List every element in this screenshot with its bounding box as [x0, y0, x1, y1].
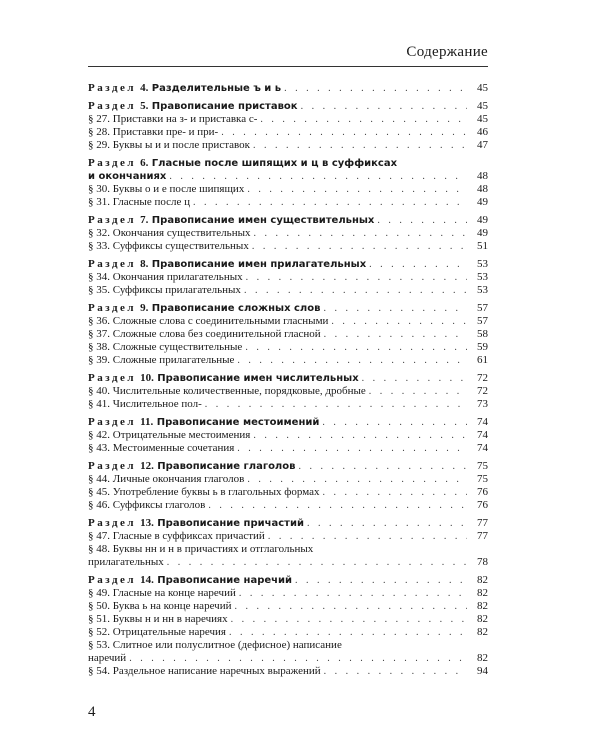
leader-dots — [205, 398, 467, 411]
section-number: 8. — [140, 258, 149, 270]
section-number: 4. — [140, 82, 149, 94]
page-ref: 72 — [477, 372, 488, 384]
section-title-text: Правописание глаголов — [157, 461, 296, 472]
leader-dots — [322, 416, 467, 429]
leader-dots — [284, 82, 467, 95]
toc-entry[interactable] — [88, 587, 488, 600]
section-number: 11. — [140, 416, 154, 428]
page-ref: 75 — [477, 460, 488, 472]
page-ref: 45 — [477, 82, 488, 94]
toc-entry[interactable] — [88, 543, 488, 556]
toc-entry[interactable] — [88, 626, 488, 639]
leader-dots — [307, 517, 467, 530]
toc-entry[interactable] — [88, 600, 488, 613]
section-label: Раздел — [88, 460, 137, 472]
entry-title: § 47. Гласные в суффиксах причастий — [88, 530, 265, 542]
section-label: Раздел — [88, 574, 137, 586]
leader-dots — [245, 341, 467, 354]
section-title — [88, 157, 397, 170]
section-number: 7. — [140, 214, 149, 226]
toc-section — [88, 574, 488, 678]
entry-title: § 39. Сложные прилагательные — [88, 354, 235, 366]
leader-dots — [167, 556, 467, 569]
page-ref: 82 — [477, 600, 488, 612]
entry-title: § 37. Сложные слова без соединительной гласной — [88, 328, 321, 340]
section-heading[interactable] — [88, 574, 488, 587]
page-number: 4 — [88, 704, 96, 720]
toc-entry[interactable] — [88, 240, 488, 253]
section-title-text: Правописание имен числительных — [157, 373, 359, 384]
leader-dots — [169, 170, 467, 183]
entry-title: § 32. Окончания существительных — [88, 227, 251, 239]
page-ref: 73 — [477, 398, 488, 410]
leader-dots — [244, 284, 467, 297]
toc-entry[interactable] — [88, 639, 488, 652]
toc-entry-cont — [88, 556, 488, 569]
entry-title: § 42. Отрицательные местоимения — [88, 429, 251, 441]
toc-entry[interactable] — [88, 271, 488, 284]
toc-entry[interactable] — [88, 613, 488, 626]
section-title — [88, 214, 374, 227]
toc-section — [88, 302, 488, 367]
toc-entry[interactable] — [88, 341, 488, 354]
page-ref: 72 — [477, 385, 488, 397]
page-ref: 49 — [477, 196, 488, 208]
page-ref: 82 — [477, 652, 488, 664]
section-heading[interactable] — [88, 258, 488, 271]
section-label: Раздел — [88, 82, 137, 94]
toc-section — [88, 258, 488, 297]
section-heading[interactable] — [88, 416, 488, 429]
page-ref: 76 — [477, 499, 488, 511]
entry-title: § 34. Окончания прилагательных — [88, 271, 243, 283]
leader-dots — [301, 100, 467, 113]
toc-entry[interactable] — [88, 499, 488, 512]
section-title-text: Правописание приставок — [151, 101, 298, 112]
page-ref: 57 — [477, 315, 488, 327]
leader-dots — [237, 354, 467, 367]
section-heading-cont — [88, 170, 488, 183]
leader-dots — [324, 328, 467, 341]
section-label: Раздел — [88, 100, 137, 112]
section-title — [88, 372, 359, 385]
page-ref: 58 — [477, 328, 488, 340]
section-number: 9. — [140, 302, 149, 314]
page-ref: 53 — [477, 284, 488, 296]
section-title — [88, 82, 281, 95]
section-number: 5. — [140, 100, 149, 112]
section-label: Раздел — [88, 416, 137, 428]
leader-dots — [362, 372, 467, 385]
toc-entry[interactable] — [88, 385, 488, 398]
toc-section — [88, 460, 488, 512]
page-ref: 74 — [477, 429, 488, 441]
leader-dots — [260, 113, 467, 126]
section-title-text: Правописание сложных слов — [151, 303, 321, 314]
page-ref: 75 — [477, 473, 488, 485]
entry-title: § 30. Буквы о и е после шипящих — [88, 183, 245, 195]
leader-dots — [239, 587, 467, 600]
entry-title: § 31. Гласные после ц — [88, 196, 190, 208]
page-ref: 82 — [477, 574, 488, 586]
toc-entry[interactable] — [88, 196, 488, 209]
section-title — [88, 302, 320, 315]
section-label: Раздел — [88, 372, 137, 384]
entry-title: § 35. Суффиксы прилагательных — [88, 284, 241, 296]
entry-title: § 41. Числительное пол- — [88, 398, 202, 410]
section-heading[interactable] — [88, 157, 488, 170]
leader-dots — [268, 530, 467, 543]
entry-title: § 38. Сложные существительные — [88, 341, 243, 353]
toc-entry[interactable] — [88, 315, 488, 328]
leader-dots — [193, 196, 467, 209]
page-ref: 77 — [477, 530, 488, 542]
leader-dots — [221, 126, 467, 139]
page-ref: 78 — [477, 556, 488, 568]
toc-entry[interactable] — [88, 139, 488, 152]
toc-entry[interactable] — [88, 354, 488, 367]
leader-dots — [234, 600, 467, 613]
entry-title: § 45. Употребление буквы ь в глагольных формах — [88, 486, 320, 498]
page-ref: 59 — [477, 341, 488, 353]
page-ref: 61 — [477, 354, 488, 366]
section-number: 12. — [140, 460, 154, 472]
page-ref: 94 — [477, 665, 488, 677]
toc-section — [88, 157, 488, 209]
toc-entry[interactable] — [88, 473, 488, 486]
entry-title: § 54. Раздельное написание наречных выражений — [88, 665, 321, 677]
page-ref: 74 — [477, 442, 488, 454]
leader-dots — [322, 486, 467, 499]
page-ref: 76 — [477, 486, 488, 498]
entry-title: § 51. Буквы н и нн в наречиях — [88, 613, 228, 625]
section-heading[interactable] — [88, 517, 488, 530]
toc-section — [88, 517, 488, 569]
leader-dots — [252, 240, 467, 253]
section-heading[interactable] — [88, 214, 488, 227]
leader-dots — [298, 460, 467, 473]
entry-title: § 53. Слитное или полуслитное (дефисное) написание — [88, 639, 342, 651]
page-ref: 49 — [477, 227, 488, 239]
page-ref: 82 — [477, 626, 488, 638]
page-ref: 48 — [477, 170, 488, 182]
leader-dots — [369, 258, 467, 271]
leader-dots — [246, 271, 467, 284]
leader-dots — [253, 429, 467, 442]
page-ref: 77 — [477, 517, 488, 529]
entry-title: § 33. Суффиксы существительных — [88, 240, 249, 252]
page-ref: 45 — [477, 113, 488, 125]
section-number: 10. — [140, 372, 154, 384]
table-of-contents — [88, 82, 488, 683]
leader-dots — [331, 315, 467, 328]
section-title — [88, 258, 366, 271]
leader-dots — [208, 499, 467, 512]
section-title — [88, 416, 319, 429]
leader-dots — [237, 442, 467, 455]
leader-dots — [253, 139, 467, 152]
toc-entry[interactable] — [88, 665, 488, 678]
toc-entry[interactable] — [88, 486, 488, 499]
toc-entry-cont — [88, 652, 488, 665]
toc-entry[interactable] — [88, 227, 488, 240]
toc-section — [88, 82, 488, 95]
section-heading[interactable] — [88, 82, 488, 95]
entry-title: § 44. Личные окончания глаголов — [88, 473, 245, 485]
leader-dots — [323, 302, 467, 315]
section-title-text: Гласные после шипящих и ц в суффиксах — [151, 158, 398, 169]
page-ref: 51 — [477, 240, 488, 252]
section-title — [88, 100, 298, 113]
leader-dots — [324, 665, 467, 678]
leader-dots — [295, 574, 467, 587]
section-title — [88, 574, 292, 587]
entry-title-line2: наречий — [88, 652, 127, 664]
toc-entry[interactable] — [88, 442, 488, 455]
section-number: 14. — [140, 574, 154, 586]
section-heading[interactable] — [88, 460, 488, 473]
section-number: 13. — [140, 517, 154, 529]
entry-title: § 27. Приставки на з- и приставка с- — [88, 113, 258, 125]
section-title-text: Правописание имен прилагательных — [151, 259, 367, 270]
page-ref: 53 — [477, 258, 488, 270]
toc-entry[interactable] — [88, 429, 488, 442]
leader-dots — [231, 613, 467, 626]
entry-title: § 43. Местоименные сочетания — [88, 442, 235, 454]
toc-section — [88, 372, 488, 411]
section-label: Раздел — [88, 517, 137, 529]
toc-entry[interactable] — [88, 284, 488, 297]
page-ref: 74 — [477, 416, 488, 428]
section-title-text: Правописание местоимений — [156, 417, 320, 428]
leader-dots — [247, 183, 467, 196]
entry-title: § 52. Отрицательные наречия — [88, 626, 226, 638]
page-ref: 46 — [477, 126, 488, 138]
toc-entry[interactable] — [88, 328, 488, 341]
toc-section — [88, 214, 488, 253]
leader-dots — [247, 473, 467, 486]
section-heading[interactable] — [88, 100, 488, 113]
page-ref: 48 — [477, 183, 488, 195]
section-title-line2: и окончаниях — [88, 171, 167, 182]
section-label: Раздел — [88, 157, 137, 169]
section-label: Раздел — [88, 302, 137, 314]
toc-entry[interactable] — [88, 126, 488, 139]
toc-section — [88, 416, 488, 455]
section-title — [88, 460, 295, 473]
entry-title: § 28. Приставки пре- и при- — [88, 126, 219, 138]
section-number: 6. — [140, 157, 149, 169]
toc-entry[interactable] — [88, 530, 488, 543]
entry-title: § 36. Сложные слова с соединительными гласными — [88, 315, 329, 327]
leader-dots — [369, 385, 467, 398]
page-ref: 47 — [477, 139, 488, 151]
leader-dots — [229, 626, 467, 639]
page-ref: 45 — [477, 100, 488, 112]
page-ref: 49 — [477, 214, 488, 226]
section-title-text: Правописание причастий — [157, 518, 304, 529]
entry-title: § 50. Буква ь на конце наречий — [88, 600, 232, 612]
leader-dots — [253, 227, 467, 240]
section-label: Раздел — [88, 214, 137, 226]
section-title-text: Правописание наречий — [157, 575, 293, 586]
toc-entry[interactable] — [88, 398, 488, 411]
section-label: Раздел — [88, 258, 137, 270]
header-rule — [88, 66, 488, 67]
leader-dots — [377, 214, 467, 227]
entry-title: § 46. Суффиксы глаголов — [88, 499, 206, 511]
section-title-text: Правописание имен существительных — [151, 215, 375, 226]
section-title — [88, 517, 304, 530]
section-heading[interactable] — [88, 372, 488, 385]
page-ref: 82 — [477, 613, 488, 625]
toc-section — [88, 100, 488, 152]
leader-dots — [129, 652, 467, 665]
running-header: Содержание — [406, 44, 488, 60]
section-heading[interactable] — [88, 302, 488, 315]
section-title-text: Разделительные ъ и ь — [151, 83, 282, 94]
entry-title: § 40. Числительные количественные, порядковые, дробные — [88, 385, 366, 397]
toc-entry[interactable] — [88, 183, 488, 196]
page-ref: 57 — [477, 302, 488, 314]
entry-title: § 49. Гласные на конце наречий — [88, 587, 236, 599]
page-ref: 82 — [477, 587, 488, 599]
page-ref: 53 — [477, 271, 488, 283]
entry-title: § 48. Буквы нн и н в причастиях и отглагольных — [88, 543, 314, 555]
entry-title: § 29. Буквы ы и и после приставок — [88, 139, 250, 151]
toc-entry[interactable] — [88, 113, 488, 126]
entry-title-line2: прилагательных — [88, 556, 164, 568]
